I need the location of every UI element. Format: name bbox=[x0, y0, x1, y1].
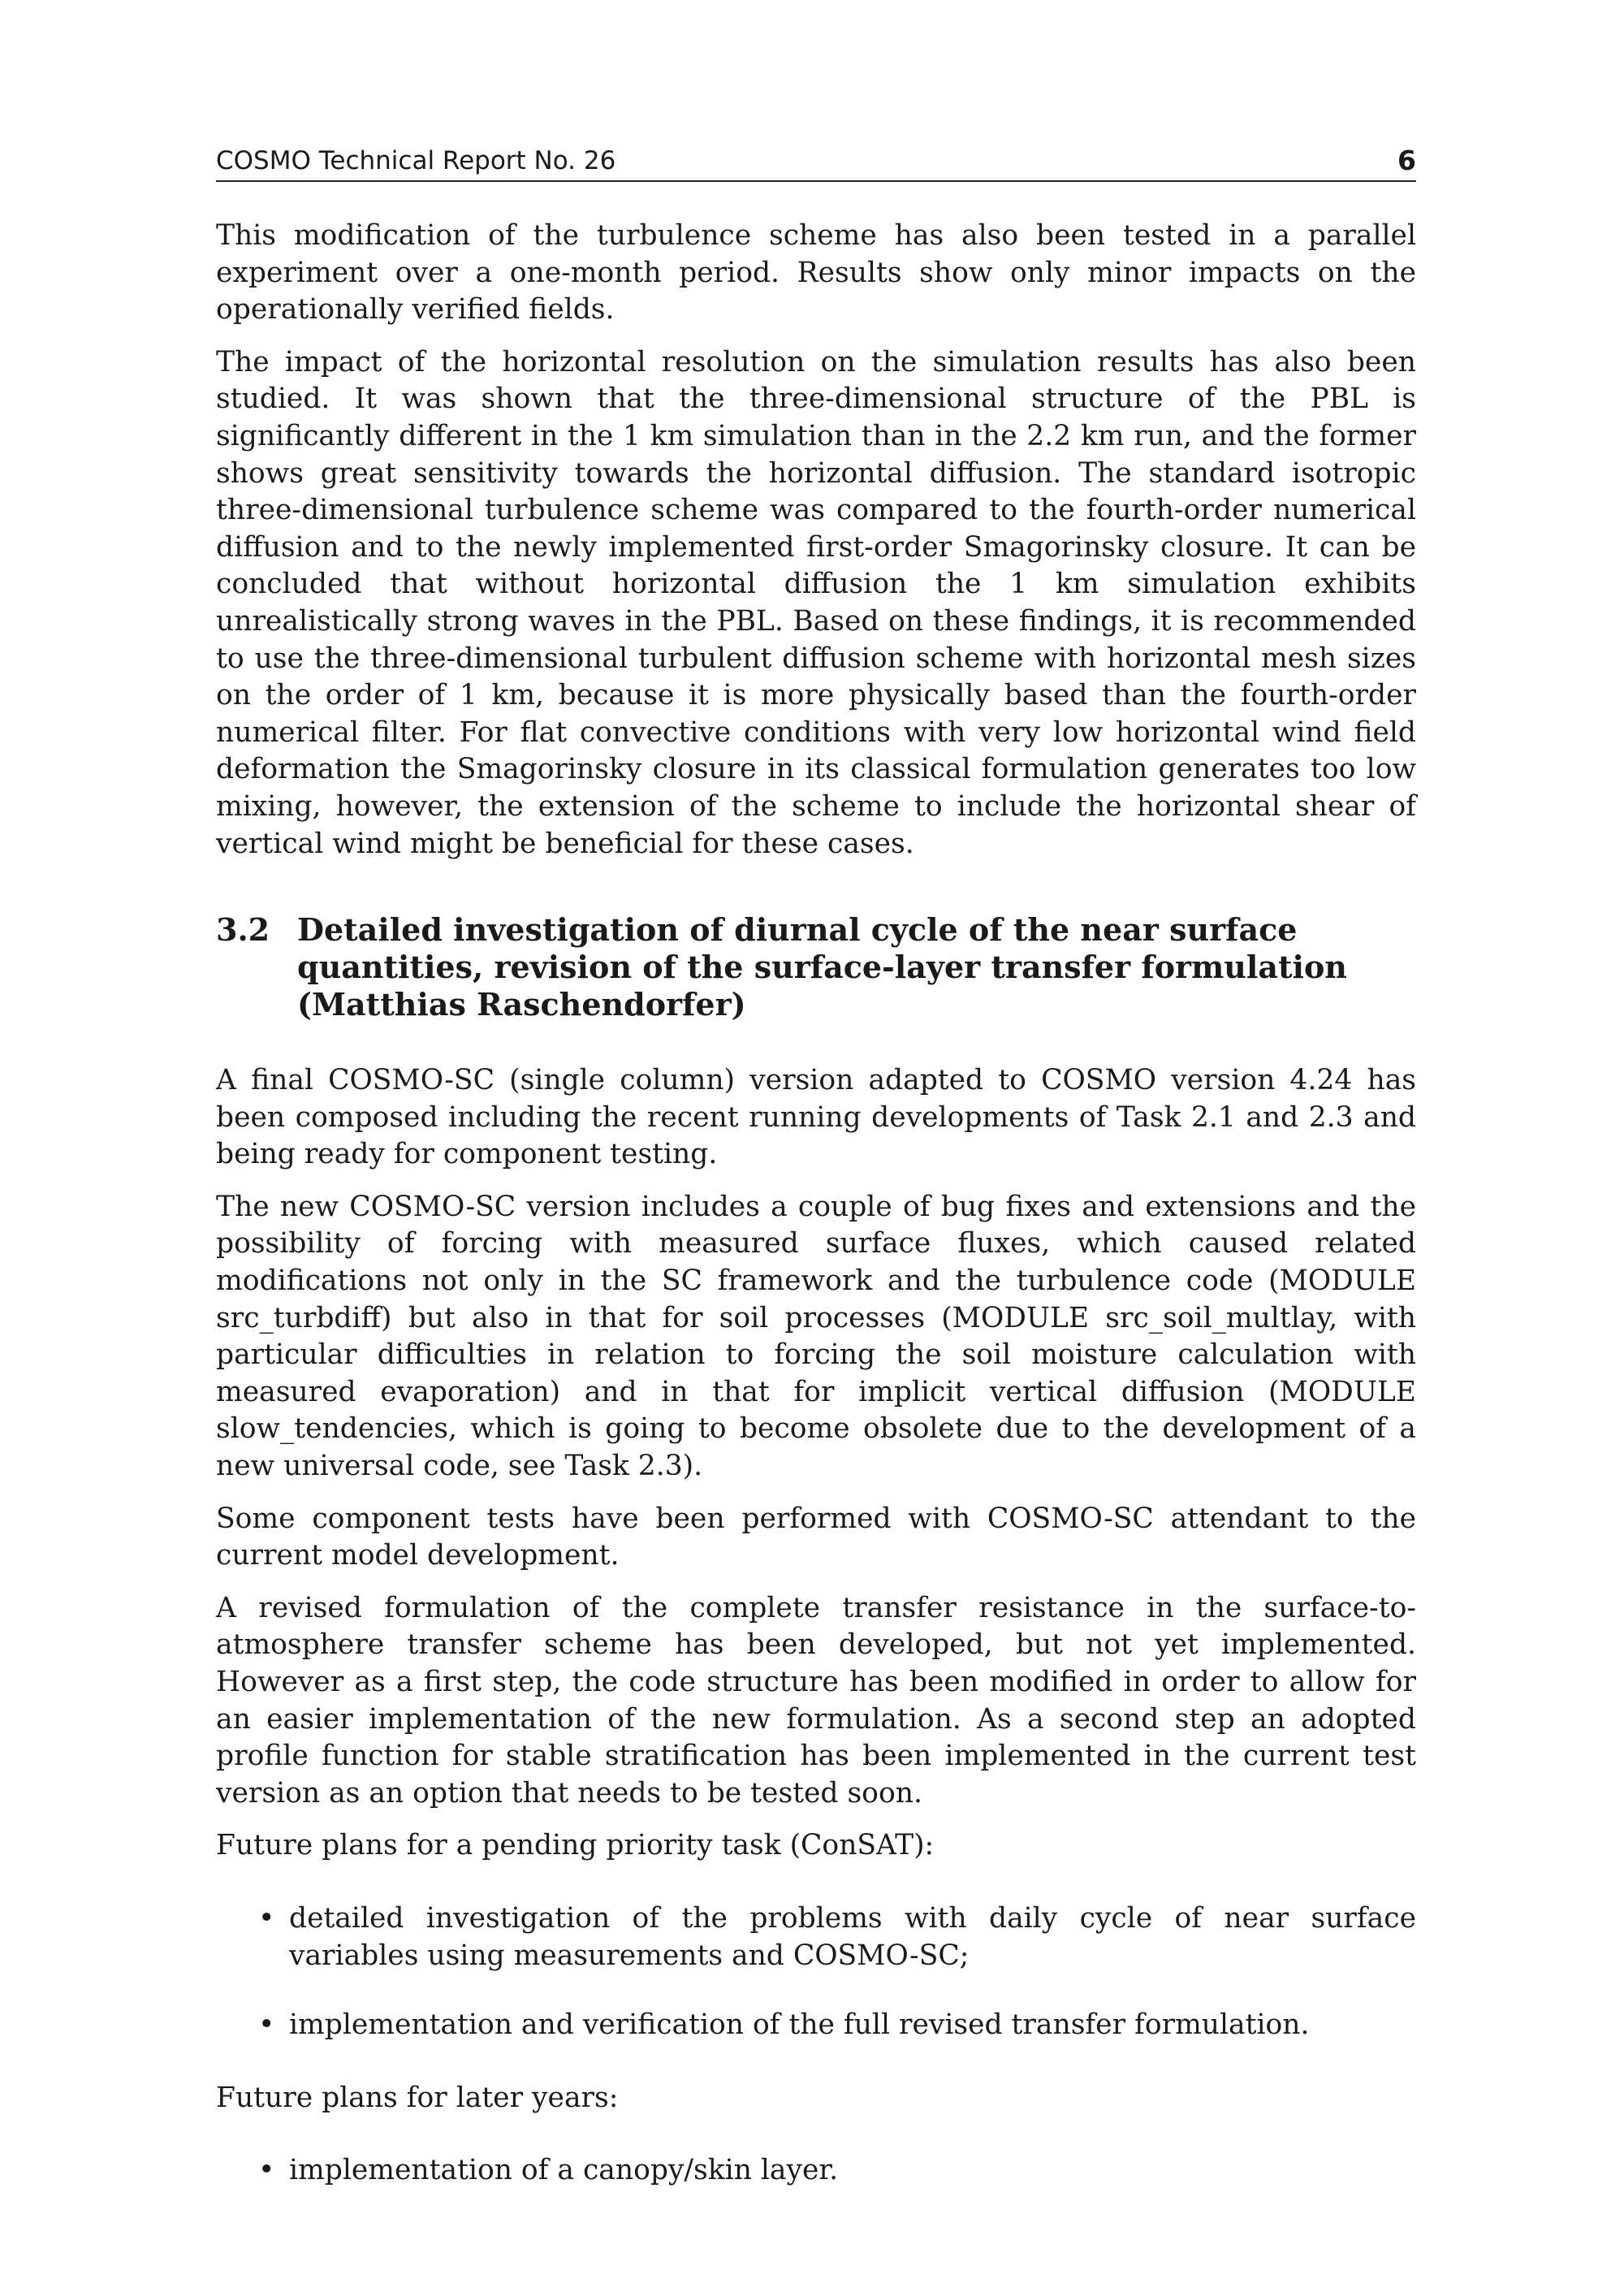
list-item-text: implementation and verification of the full revised transfer formulation. bbox=[289, 2008, 1310, 2042]
later-plans-list bbox=[216, 2152, 1416, 2190]
paragraph: The impact of the horizontal resolution on the simulation results has also been studied. It was shown that the three-dimensional structure of the PBL is significantly different in the 1 km simulation than in the 2.2 km run, and the former shows great sensitivity towards the horizontal diffusion. The standard isotropic three-dimensional turbulence scheme was compared to the fourth-order numerical diffusion and to the newly implemented first-order Smagorinsky closure. It can be concluded that without horizontal diffusion the 1 km simulation exhibits unrealistically strong waves in the PBL. Based on these findings, it is recommended to use the three-dimensional turbulent diffusion scheme with horizontal mesh sizes on the order of 1 km, because it is more physically based than the fourth-order numerical filter. For flat convective conditions with very low horizontal wind field deformation the Smagorinsky closure in its classical formulation generates too low mixing, however, the extension of the scheme to include the horizontal shear of vertical wind might be beneficial for these cases. bbox=[216, 345, 1416, 860]
list-item-text: implementation of a canopy/skin layer. bbox=[289, 2154, 839, 2187]
section-title: Detailed investigation of diurnal cycle of the near surface quantities, revision of the surface-layer transfer formulation (Matthias Raschendorfer) bbox=[297, 911, 1347, 1023]
bullet-icon: • bbox=[258, 2008, 275, 2042]
paragraph: A final COSMO-SC (single column) version adapted to COSMO version 4.24 has been composed including the recent running developments of Task 2.1 and 2.3 and being ready for component testing. bbox=[216, 1064, 1416, 1171]
paragraph: Some component tests have been performed with COSMO-SC attendant to the current model development. bbox=[216, 1502, 1416, 1572]
page-header bbox=[216, 145, 1416, 182]
paragraph: Future plans for a pending priority task (ConSAT): bbox=[216, 1829, 935, 1862]
paragraph: The new COSMO-SC version includes a couple of bug fixes and extensions and the possibility of forcing with measured surface fluxes, which caused related modifications not only in the SC framework and the turbulence code (MODULE src_turbdiff) but also in that for soil processes (MODULE src_soil_multlay, with particular difficulties in relation to forcing the soil moisture calculation with measured evaporation) and in that for implicit vertical diffusion (MODULE slow_tendencies, which is going to become obsolete due to the development of a new universal code, see Task 2.3). bbox=[216, 1190, 1416, 1483]
bullet-icon: • bbox=[258, 2154, 275, 2187]
list-item bbox=[216, 2152, 1416, 2190]
list-item-text: detailed investigation of the problems with daily cycle of near surface variables using measurements and COSMO-SC; bbox=[289, 1901, 1416, 1972]
list-item bbox=[216, 1900, 1416, 1974]
priority-plans-list bbox=[216, 1900, 1416, 2044]
list-item bbox=[216, 2007, 1416, 2044]
section-number: 3.2 bbox=[216, 911, 270, 949]
section-heading bbox=[216, 911, 1416, 1023]
paragraph: Future plans for later years: bbox=[216, 2081, 619, 2114]
report-title: COSMO Technical Report No. 26 bbox=[216, 146, 616, 175]
page-number: 6 bbox=[1397, 145, 1416, 176]
bullet-icon: • bbox=[258, 1901, 275, 1935]
paragraph: This modification of the turbulence scheme has also been tested in a parallel experiment over a one-month period. Results show only minor impacts on the operationally verified fields. bbox=[216, 219, 1416, 326]
page-body bbox=[216, 218, 1416, 2225]
paragraph: A revised formulation of the complete transfer resistance in the surface-to-atmosphere transfer scheme has been developed, but not yet implemented. However as a first step, the code structure has been modified in order to allow for an easier implementation of the new formulation. As a second step an adopted profile function for stable stratification has been implemented in the current test version as an option that needs to be tested soon. bbox=[216, 1591, 1416, 1810]
